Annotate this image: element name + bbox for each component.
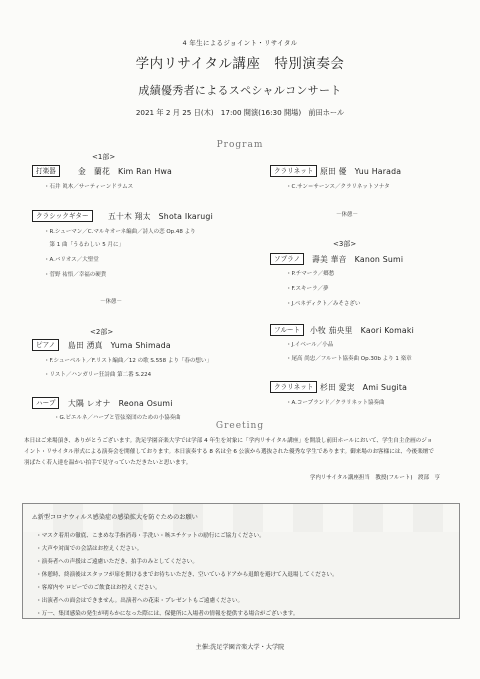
piece: ・C.サン＝サーンス／クラリネットソナタ: [286, 184, 390, 190]
part1-label: <1部>: [92, 153, 116, 161]
covid-item: ・万一、集団感染の発生が明らかになった際には、保健所に入場者の情報を提供する場合がございます。: [36, 611, 299, 617]
covid-item: ・演奏者への声援はご遠慮いただき、拍手のみとしてください。: [36, 559, 198, 565]
instrument-label: 打楽器: [32, 165, 60, 177]
covid-item: ・マスク着用の徹底、こまめな手指消毒・手洗い・咳エチケットの励行にご協力ください。: [36, 533, 265, 539]
organizer: 主催:洗足学園音楽大学・大学院: [195, 644, 285, 651]
instrument-label: フルート: [270, 324, 304, 336]
instrument-label: クラリネット: [270, 381, 317, 393]
performer-name: 小牧 茄央里 Kaori Komaki: [310, 326, 414, 335]
date-time-venue: 2021 年 2 月 25 日(木) 17:00 開演(16:30 開場) 前田ホール: [135, 108, 345, 117]
part3-label: <3部>: [333, 240, 357, 248]
piece: ・尾高 尚忠／フルート協奏曲 Op.30b より 1 楽章: [286, 356, 412, 362]
greeting-heading: Greeting: [215, 421, 265, 431]
piece: ・リスト／ハンガリー狂詩曲 第二番 S.224: [44, 372, 152, 378]
piece: ・J.イベール／小品: [286, 342, 334, 348]
concert-title: 学内リサイタル講座 特別演奏会: [135, 56, 345, 72]
instrument-label: クラリネット: [270, 165, 317, 177]
piece: ・F.スキーラ／夢: [286, 286, 329, 292]
performer-name: 島田 湧真 Yuma Shimada: [68, 341, 171, 350]
performer-name: 大隅 レオナ Reona Osumi: [68, 399, 173, 408]
part2-label: <2部>: [90, 328, 114, 336]
piece: ・R.シューマン／C.マルキオーネ編曲／詩人の恋 Op.48 より: [44, 229, 196, 235]
instrument-label: ピアノ: [32, 339, 59, 351]
performer-name: 五十木 翔太 Shota Ikarugi: [108, 212, 213, 221]
performer-name: 金 蘭花 Kim Ran Hwa: [78, 167, 172, 176]
piece: ・G.ピエルネ／ハープと管弦楽団のための小協奏曲: [54, 415, 181, 421]
performer-name: 杉田 愛実 Ami Sugita: [320, 383, 408, 392]
concert-subtitle: 成績優秀者によるスペシャルコンサート: [138, 84, 342, 97]
piece: ・菅野 祐悟／幸福の硬貨: [44, 272, 107, 278]
performer-name: 壽美 華音 Kanon Sumi: [312, 255, 404, 264]
piece: ・F.シューベルト／F.リスト編曲／12 の歌 S.558 より「春の想い」: [44, 358, 212, 364]
piece: ・J.ベネディクト／みそさざい: [286, 301, 361, 307]
greeting-text: [24, 436, 464, 469]
pre-title: 4 年生によるジョイント・リサイタル: [182, 39, 298, 47]
piece: ・A.バリオス／大聖堂: [44, 257, 99, 263]
instrument-label: クラシックギター: [32, 210, 93, 222]
greeting-signature: 学内リサイタル講座担当 教授(フルート) 渡部 亨: [309, 475, 440, 481]
performer-name: 原田 優 Yuu Harada: [320, 167, 402, 176]
intermission: －休憩－: [336, 212, 359, 218]
program-heading: Program: [216, 140, 264, 150]
piece: 第 1 曲「うるわしい 5 月に」: [44, 242, 124, 248]
instrument-label: ハープ: [32, 397, 59, 409]
covid-item: ・休憩時、終演後はスタッフが扉を開けるまでお待ちいただき、空いているドアから退館を避けて入退場してください。: [36, 572, 338, 578]
greeting-line: イント・リサイタル形式による演奏会を開催しております。本日演奏する 8 名は全 6 公演から選抜された優秀な学生であります。御来場のお客様には、今後楽壇で: [24, 449, 434, 455]
covid-notice-title: ⚠新型コロナウィルス感染症の感染拡大を防ぐためのお願い: [32, 514, 198, 521]
greeting-line: 本日はご来場頂き、ありがとうございます。洗足学園音楽大学では学部 4 年生を対象に「学内リサイタル講座」を開設し前田ホールにおいて、学生自主企画のジョ: [24, 438, 433, 444]
intermission: －休憩－: [100, 299, 123, 305]
piece: ・石井 眞木／サーティーンドラムス: [44, 184, 134, 190]
covid-item: ・大声や対面での会話はお控えください。: [36, 546, 143, 552]
greeting-line: 羽ばたく若人達を温かい拍手で見守っていただきたいと思います。: [24, 460, 192, 466]
covid-item: ・出演者への面会はできません。出演者への花束・プレゼントもご遠慮ください。: [36, 598, 244, 604]
piece: ・P.チマーラ／郷愁: [286, 271, 335, 277]
covid-item: ・客席内や ロビーでのご飲食はお控えください。: [36, 585, 161, 591]
instrument-label: ソプラノ: [270, 253, 304, 265]
piece: ・A.コープランド／クラリネット協奏曲: [286, 400, 385, 406]
